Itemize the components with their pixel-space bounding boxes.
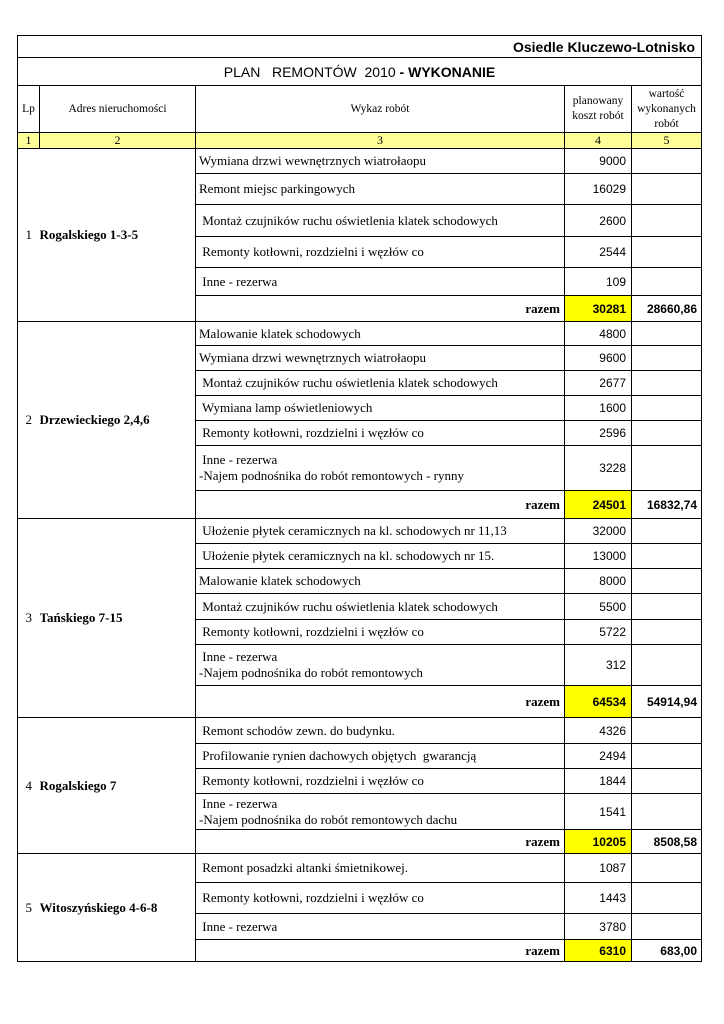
work-row [18, 519, 702, 544]
total-planned: 10205 [565, 830, 632, 854]
work-description [196, 421, 565, 446]
work-line: Inne - rezerwa [199, 649, 278, 664]
work-line: Ułożenie płytek ceramicznych na kl. schodowych nr 15. [199, 548, 495, 563]
work-description [196, 854, 565, 883]
section-number: 1 [18, 149, 40, 322]
title-plain: PLAN REMONTÓW 2010 [223, 63, 396, 80]
planned-cost: 16029 [565, 174, 632, 205]
work-description [196, 446, 565, 491]
planned-cost: 2596 [565, 421, 632, 446]
section-number: 2 [18, 322, 40, 519]
planned-cost: 1087 [565, 854, 632, 883]
col-number: 4 [565, 133, 632, 149]
title-bold: WYKONANIE [408, 63, 496, 80]
work-description [196, 544, 565, 569]
work-line-2: -Najem podnośnika do robót remontowych dachu [199, 811, 458, 827]
total-label: razem [196, 491, 565, 519]
done-value [632, 268, 702, 296]
total-planned: 24501 [565, 491, 632, 519]
section-number: 3 [18, 519, 40, 718]
total-planned: 64534 [565, 686, 632, 718]
done-value [632, 769, 702, 794]
total-done: 16832,74 [632, 491, 702, 519]
work-line: Montaż czujników ruchu oświetlenia klatek schodowych [199, 375, 498, 390]
col-header-address: Adres nieruchomości [40, 86, 196, 133]
section-number: 5 [18, 854, 40, 962]
work-row [18, 322, 702, 346]
planned-cost: 5500 [565, 594, 632, 620]
col-header-lp: Lp [18, 86, 40, 133]
work-description [196, 744, 565, 769]
work-line: Wymiana drzwi wewnętrznych wiatrołaopu [199, 350, 426, 365]
work-description [196, 569, 565, 594]
work-description [196, 322, 565, 346]
work-line-2: -Najem podnośnika do robót remontowych [199, 665, 423, 680]
planned-cost: 109 [565, 268, 632, 296]
work-line: Remonty kotłowni, rozdzielni i węzłów co [199, 244, 424, 259]
work-description [196, 371, 565, 396]
total-label: razem [196, 830, 565, 854]
done-value [632, 205, 702, 237]
work-line: Inne - rezerwa [199, 452, 278, 467]
col-header-works: Wykaz robót [196, 86, 565, 133]
total-done: 54914,94 [632, 686, 702, 718]
section-address: Witoszyńskiego 4-6-8 [40, 854, 196, 962]
work-description [196, 769, 565, 794]
done-value [632, 544, 702, 569]
work-line: Ułożenie płytek ceramicznych na kl. schodowych nr 11,13 [199, 523, 507, 538]
work-line: Remonty kotłowni, rozdzielni i węzłów co [199, 425, 424, 440]
done-value [632, 519, 702, 544]
done-value [632, 421, 702, 446]
work-description [196, 346, 565, 371]
col-number: 5 [632, 133, 702, 149]
work-description [196, 205, 565, 237]
done-value [632, 645, 702, 686]
section-address: Drzewieckiego 2,4,6 [40, 322, 196, 519]
title-sep: - [395, 63, 409, 80]
work-description [196, 883, 565, 914]
col-number: 1 [18, 133, 40, 149]
planned-cost: 3780 [565, 914, 632, 940]
work-line: Remont miejsc parkingowych [199, 181, 355, 196]
done-value [632, 149, 702, 174]
col-header-planned: planowany koszt robót [565, 86, 632, 133]
done-value [632, 237, 702, 268]
page-title [18, 58, 702, 86]
done-value [632, 346, 702, 371]
work-line: Malowanie klatek schodowych [199, 573, 361, 588]
work-description [196, 794, 565, 830]
work-row [18, 149, 702, 174]
estate-name: Osiedle Kluczewo-Lotnisko [18, 36, 702, 58]
work-line-2: -Najem podnośnika do robót remontowych - rynny [199, 468, 465, 483]
work-line: Profilowanie rynien dachowych objętych gwarancją [199, 748, 477, 763]
done-value [632, 854, 702, 883]
done-value [632, 744, 702, 769]
total-label: razem [196, 686, 565, 718]
work-line: Remont schodów zewn. do budynku. [199, 722, 396, 738]
work-description [196, 174, 565, 205]
planned-cost: 32000 [565, 519, 632, 544]
work-row [18, 718, 702, 744]
done-value [632, 883, 702, 914]
work-line: Inne - rezerwa [199, 918, 278, 934]
work-line: Wymiana lamp oświetleniowych [199, 400, 373, 415]
total-label: razem [196, 940, 565, 962]
work-line: Remonty kotłowni, rozdzielni i węzłów co [199, 624, 424, 639]
done-value [632, 446, 702, 491]
done-value [632, 794, 702, 830]
work-description [196, 396, 565, 421]
done-value [632, 396, 702, 421]
planned-cost: 2544 [565, 237, 632, 268]
work-description [196, 268, 565, 296]
col-number: 3 [196, 133, 565, 149]
planned-cost: 1443 [565, 883, 632, 914]
work-line: Inne - rezerwa [199, 273, 278, 289]
col-header-done: wartość wykonanych robót [632, 86, 702, 133]
work-description [196, 718, 565, 744]
work-line: Remont posadzki altanki śmietnikowej. [199, 860, 409, 875]
planned-cost: 4326 [565, 718, 632, 744]
planned-cost: 1844 [565, 769, 632, 794]
done-value [632, 371, 702, 396]
done-value [632, 594, 702, 620]
work-row [18, 854, 702, 883]
done-value [632, 174, 702, 205]
work-description [196, 594, 565, 620]
total-done: 8508,58 [632, 830, 702, 854]
planned-cost: 9600 [565, 346, 632, 371]
work-description [196, 914, 565, 940]
planned-cost: 2600 [565, 205, 632, 237]
work-line: Malowanie klatek schodowych [199, 325, 361, 341]
repair-plan-table [17, 35, 702, 962]
planned-cost: 2677 [565, 371, 632, 396]
section-number: 4 [18, 718, 40, 854]
done-value [632, 322, 702, 346]
planned-cost: 5722 [565, 620, 632, 645]
done-value [632, 914, 702, 940]
total-done: 28660,86 [632, 296, 702, 322]
total-done: 683,00 [632, 940, 702, 962]
planned-cost: 2494 [565, 744, 632, 769]
section-address: Rogalskiego 7 [40, 718, 196, 854]
work-description [196, 149, 565, 174]
work-line: Remonty kotłowni, rozdzielni i węzłów co [199, 890, 424, 905]
done-value [632, 718, 702, 744]
section-address: Rogalskiego 1-3-5 [40, 149, 196, 322]
work-description [196, 519, 565, 544]
planned-cost: 312 [565, 645, 632, 686]
done-value [632, 620, 702, 645]
planned-cost: 1600 [565, 396, 632, 421]
planned-cost: 4800 [565, 322, 632, 346]
planned-cost: 8000 [565, 569, 632, 594]
work-description [196, 620, 565, 645]
work-line: Remonty kotłowni, rozdzielni i węzłów co [199, 773, 424, 788]
work-line: Montaż czujników ruchu oświetlenia klatek schodowych [199, 598, 498, 614]
work-line: Montaż czujników ruchu oświetlenia klatek schodowych [199, 212, 498, 228]
work-description [196, 645, 565, 686]
total-label: razem [196, 296, 565, 322]
col-number: 2 [40, 133, 196, 149]
work-line: Inne - rezerwa [199, 795, 278, 811]
section-address: Tańskiego 7-15 [40, 519, 196, 718]
planned-cost: 13000 [565, 544, 632, 569]
total-planned: 30281 [565, 296, 632, 322]
planned-cost: 3228 [565, 446, 632, 491]
done-value [632, 569, 702, 594]
total-planned: 6310 [565, 940, 632, 962]
work-line: Wymiana drzwi wewnętrznych wiatrołaopu [199, 153, 426, 168]
work-description [196, 237, 565, 268]
planned-cost: 1541 [565, 794, 632, 830]
planned-cost: 9000 [565, 149, 632, 174]
